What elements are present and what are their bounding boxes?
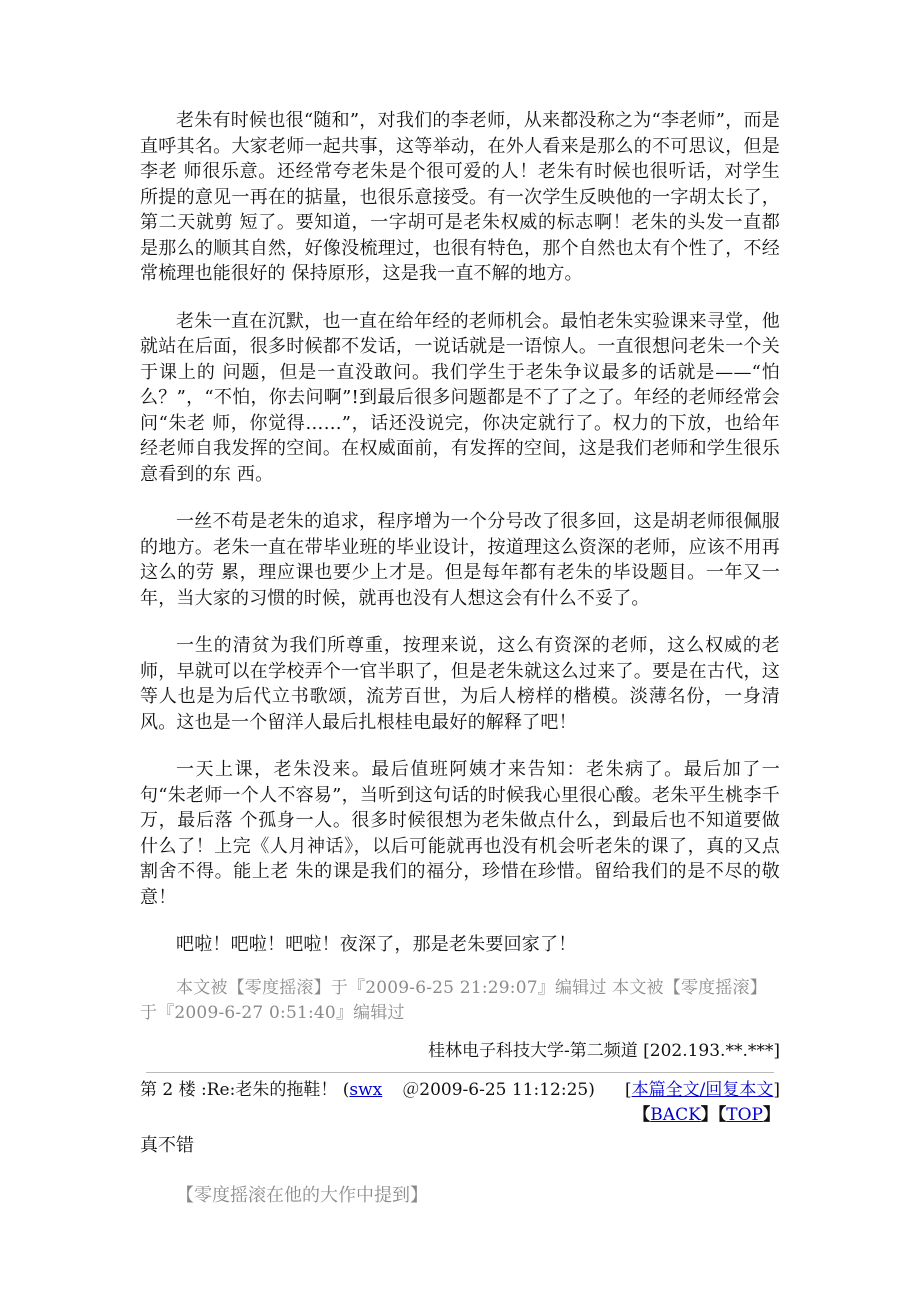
reply-floor-title: 第 2 楼 :Re:老朱的拖鞋！ ( [140, 1079, 350, 1100]
reply-actions [625, 1077, 780, 1103]
post-origin: 桂林电子科技大学-第二频道 [202.193.**.***] [427, 1040, 780, 1061]
reply-content: 真不错 [140, 1134, 194, 1156]
quote-mention: 【零度摇滚在他的大作中提到】 [176, 1184, 428, 1206]
reply-close-bracket: ] [773, 1079, 780, 1100]
back-link[interactable]: BACK [650, 1104, 701, 1125]
reply-nav [140, 1103, 780, 1127]
reply-author-link[interactable]: swx [349, 1079, 383, 1100]
nav-bracket-mid: 】【 [700, 1104, 727, 1125]
article-paragraph-5: 一天上课，老朱没来。最后值班阿姨才来告知：老朱病了。最后加了一句“朱老师一个人不容易”，当听到这句话的时候我心里很心酸。老朱平生桃李千万，最后落 个孤身一人。很多时候很想为老朱做点什么，到最后也不知道要做什么了！上完《人月神话》，以后可能就再也没有机会听老朱的课了，真的又点割舍不得。能上老 朱的课是我们的福分，珍惜在珍惜。留给我们的是不尽的敬意！ [140, 759, 780, 908]
article-paragraph-3: 一丝不苟是老朱的追求，程序增为一个分号改了很多回，这是胡老师很佩服的地方。老朱一直在带毕业班的毕业设计，按道理这么资深的老师，应该不用再这么的劳 累，理应课也要少上才是。但是每年都有老朱的毕设题目。一年又一年，当大家的习惯的时候，就再也没有人想这会有什么不妥了。 [140, 511, 780, 609]
nav-bracket-left: 【 [633, 1104, 651, 1125]
article-page [140, 108, 780, 1209]
reply-open-bracket: [ [624, 1079, 632, 1100]
article-paragraph-1: 老朱有时候也很“随和”，对我们的李老师，从来都没称之为“李老师”，而是直呼其名。大家老师一起共事，这等举动，在外人看来是那么的不可思议，但是李老 师很乐意。还经常夸老朱是个很可爱的人！老朱有时候也很听话，对学生所提的意见一再在的掂量，也很乐意接受。有一次学生反映他的一字胡太长了，第二天就剪 短了。要知道，一字胡可是老朱权威的标志啊！老朱的头发一直都是那么的顺其自然，好像没梳理过，也很有特色，那个自然也太有个性了，不经常梳理也能很好的 保持原形，这是我一直不解的地方。 [140, 110, 780, 284]
post-divider [146, 1072, 774, 1073]
top-link[interactable]: TOP [726, 1104, 763, 1125]
article-paragraph-2: 老朱一直在沉默，也一直在给年经的老师机会。最怕老朱实验课来寻堂，他就站在后面，很多时候都不发话，一说话就是一语惊人。一直很想问老朱一个关于课上的 问题，但是一直没敢问。我们学生于老朱争议最多的话就是——“怕么？”，“不怕，你去问啊”!到最后很多问题都是不了了之了。年经的老师经常会问“朱老 师，你觉得……”，话还没说完，你决定就行了。权力的下放，也给年经老师自我发挥的空间。在权威面前，有发挥的空间，这是我们老师和学生很乐意看到的东 西。 [140, 310, 780, 485]
article-paragraph-6: 吧啦！吧啦！吧啦！夜深了，那是老朱要回家了！ [176, 934, 577, 955]
article-paragraph-4: 一生的清贫为我们所尊重，按理来说，这么有资深的老师，这么权威的老师，早就可以在学校弄个一官半职了，但是老朱就这么过来了。要是在古代，这等人也是为后代立书歌颂，流芳百世，为后人榜样的楷模。淡薄名份，一身清风。这也是一个留洋人最后扎根桂电最好的解释了吧！ [140, 635, 780, 733]
full-text-reply-link[interactable]: 本篇全文/回复本文 [631, 1079, 774, 1100]
reply-time: ＠2009-6-25 11:12:25) [402, 1079, 595, 1100]
reply-header [140, 1077, 780, 1103]
reply-meta [140, 1077, 595, 1103]
nav-bracket-right: 】 [763, 1104, 780, 1125]
edit-history-note: 本文被【零度摇滚】于『2009-6-25 21:29:07』编辑过 本文被【零度摇滚】于『2009-6-27 0:51:40』编辑过 [140, 977, 767, 1023]
